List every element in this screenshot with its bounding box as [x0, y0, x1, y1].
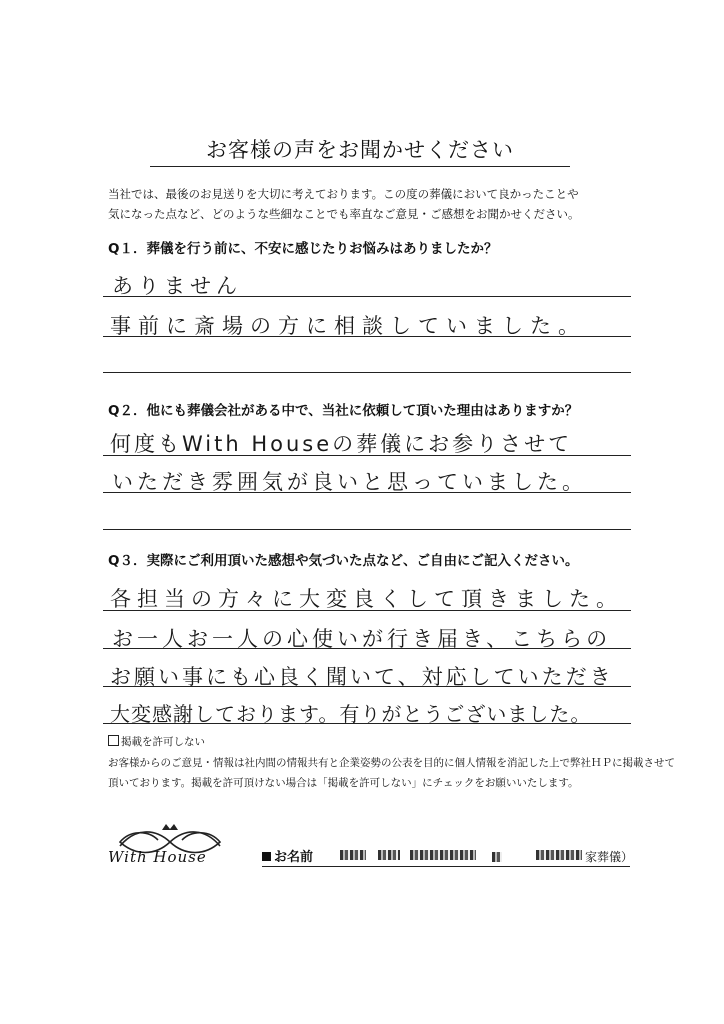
- permission-notice-line-1: お客様からのご意見・情報は社内間の情報共有と企業姿勢の公表を目的に個人情報を消記した上で弊社ＨＰに掲載させて: [108, 757, 675, 769]
- question-2-label: Q２．他にも葬儀会社がある中で、当社に依頼して頂いた理由はありますか？: [108, 403, 579, 419]
- bullet-square-icon: [262, 852, 271, 861]
- answer-rule: [103, 492, 631, 493]
- answer-rule: [103, 723, 631, 724]
- answer-rule: [103, 336, 631, 337]
- name-label-text: お名前: [274, 850, 314, 865]
- name-suffix: 家葬儀）: [585, 850, 634, 864]
- redacted-name: [378, 850, 400, 860]
- intro-line-1: 当社では、最後のお見送りを大切に考えております。この度の葬儀において良かったことや: [108, 187, 579, 201]
- logo-text: With House: [108, 848, 207, 866]
- question-2-answer-line-2: いただき雰囲気が良いと思っていました。: [112, 470, 587, 494]
- question-3-answer-line-2: お一人お一人の心使いが行き届き、こちらの: [112, 627, 612, 651]
- question-3-answer-line-4: 大変感謝しております。有りがとうございました。: [110, 702, 592, 726]
- form-title: お客様の声をお聞かせください: [206, 138, 514, 162]
- name-field-label: [262, 846, 313, 865]
- intro-line-2: 気になった点など、どのような些細なことでも率直なご意見・ご感想をお聞かせください。: [108, 207, 580, 221]
- question-2-answer-line-1: 何度もWith Houseの葬儀にお参りさせて: [110, 432, 573, 456]
- redacted-name: [536, 850, 582, 860]
- answer-rule: [103, 455, 631, 456]
- question-3-answer-line-3: お願い事にも心良く聞いて、対応していただき: [110, 665, 614, 689]
- title-underline: [150, 166, 570, 167]
- answer-rule: [103, 529, 631, 530]
- permission-checkbox-row[interactable]: [108, 733, 205, 751]
- answer-rule: [103, 610, 631, 611]
- question-3-label: Q３．実際にご利用頂いた感想や気づいた点など、ご自由にご記入ください。: [108, 553, 579, 569]
- question-1-label: Q１．葬儀を行う前に、不安に感じたりお悩みはありましたか？: [108, 241, 498, 257]
- redacted-name: [410, 850, 476, 860]
- question-3-answer-line-1: 各担当の方々に大変良くして頂きました。: [110, 587, 623, 611]
- answer-rule: [103, 648, 631, 649]
- answer-rule: [103, 296, 631, 297]
- answer-rule: [103, 372, 631, 373]
- permission-checkbox[interactable]: [108, 735, 119, 746]
- permission-checkbox-label: 掲載を許可しない: [121, 736, 205, 748]
- permission-notice-line-2: 頂いております。掲載を許可頂けない場合は「掲載を許可しない」にチェックをお願いいたします。: [108, 777, 579, 789]
- redacted-name: [492, 852, 502, 862]
- name-underline: [262, 866, 630, 867]
- question-1-answer-line-2: 事前に斎場の方に相談していました。: [110, 314, 586, 338]
- redacted-name: [340, 850, 366, 860]
- answer-rule: [103, 686, 631, 687]
- question-1-answer-line-1: ありません: [112, 274, 242, 298]
